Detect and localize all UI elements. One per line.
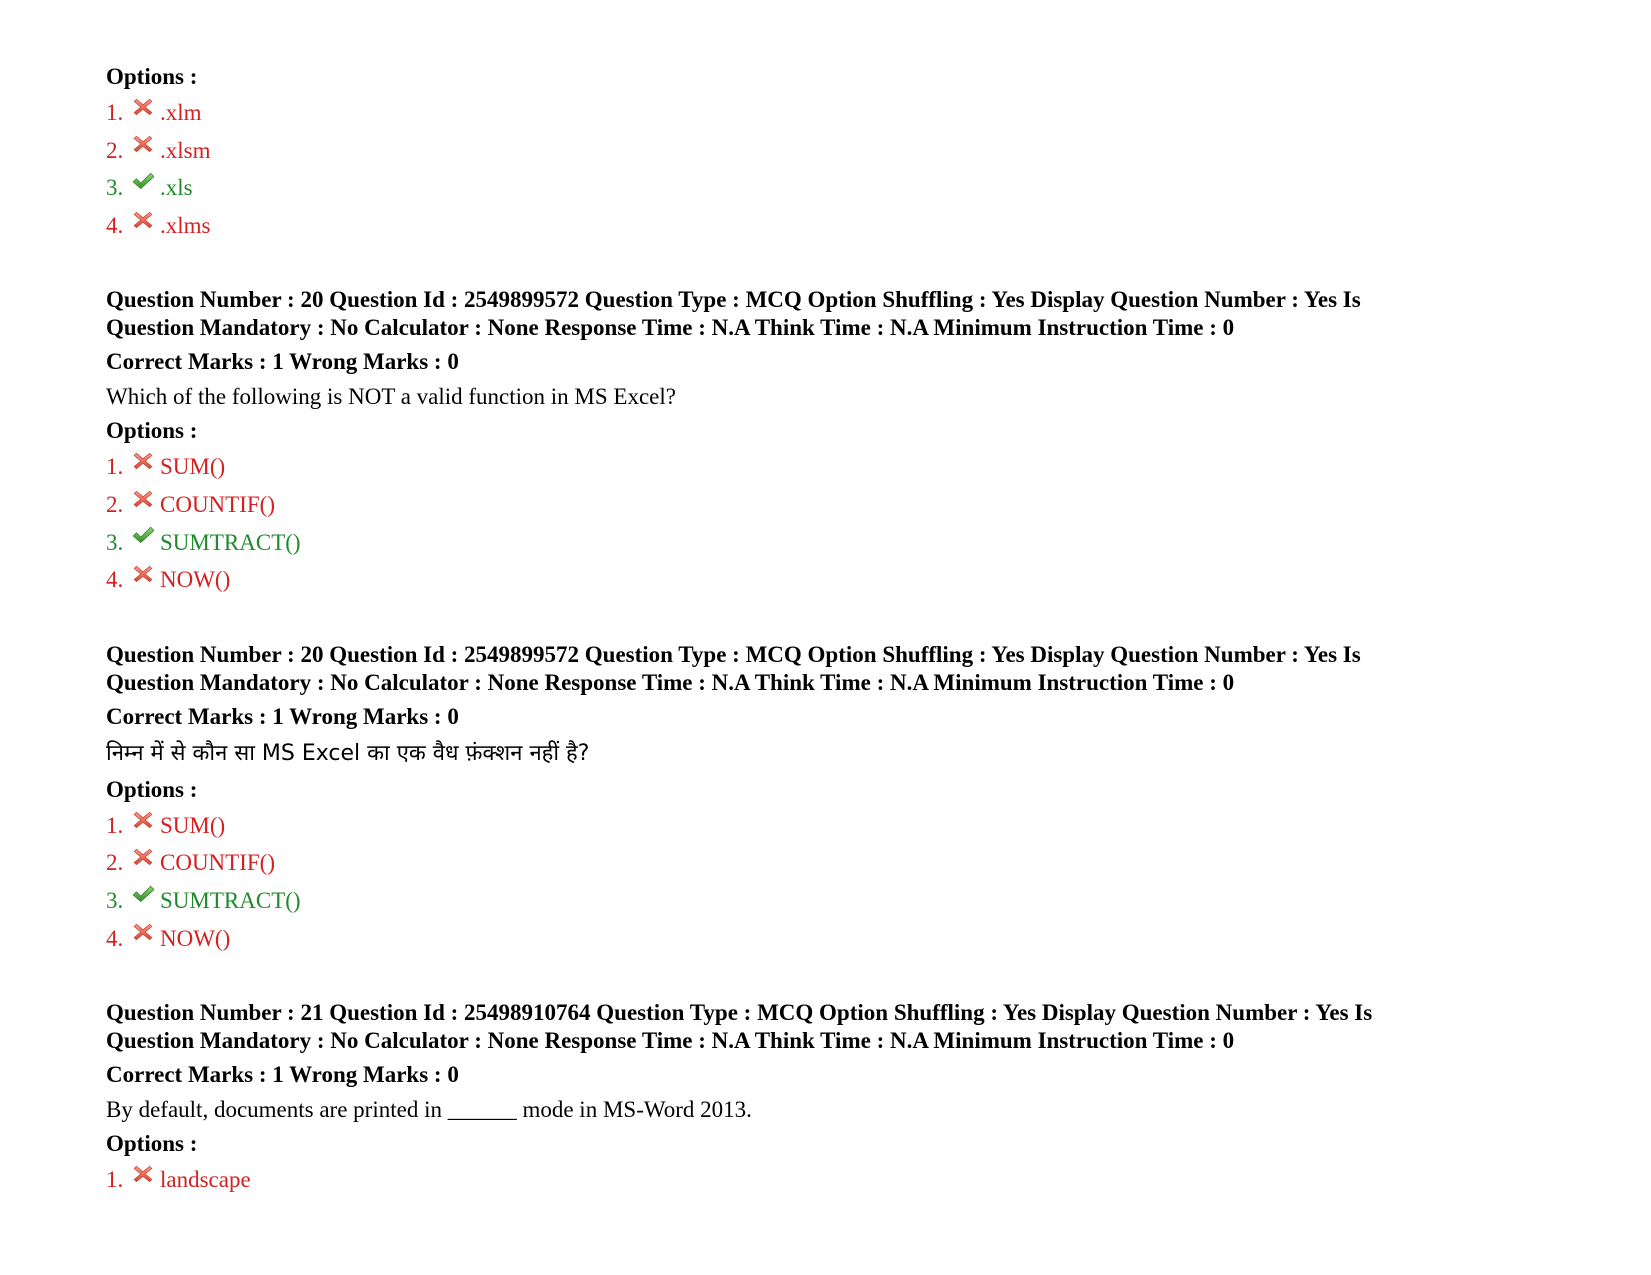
marks-line: Correct Marks : 1 Wrong Marks : 0 <box>106 703 459 729</box>
option-text: SUMTRACT() <box>160 529 301 555</box>
cross-icon <box>132 846 162 872</box>
option-item <box>106 1161 1606 1199</box>
question-block-20-english <box>106 286 1606 598</box>
question-meta-line: Question Number : 20 Question Id : 2549899572 Question Type : MCQ Option Shuffling : Yes Display Question Number : Yes Is <box>106 641 1361 667</box>
options-label: Options : <box>106 776 198 802</box>
check-icon <box>132 171 162 197</box>
check-icon <box>132 884 162 910</box>
option-item <box>106 844 1606 882</box>
option-text: landscape <box>160 1167 251 1193</box>
question-meta-line: Question Mandatory : No Calculator : None Response Time : N.A Think Time : N.A Minimum Instruction Time : 0 <box>106 315 1235 341</box>
option-number: 2. <box>106 850 124 876</box>
option-text: COUNTIF() <box>160 491 275 517</box>
option-item <box>106 448 1606 486</box>
option-text: SUM() <box>160 454 226 480</box>
option-item <box>106 561 1606 599</box>
option-text: .xlsm <box>160 137 211 163</box>
option-number: 4. <box>106 925 124 951</box>
option-item <box>106 920 1606 958</box>
option-number: 1. <box>106 812 124 838</box>
question-meta <box>106 286 1566 342</box>
option-item <box>106 807 1606 845</box>
option-item <box>106 169 1606 207</box>
question-text: By default, documents are printed in ______ mode in MS-Word 2013. <box>106 1097 752 1123</box>
option-item <box>106 207 1606 245</box>
options-list <box>106 807 1606 957</box>
option-item <box>106 486 1606 524</box>
options-label: Options : <box>106 1131 198 1157</box>
question-meta-line: Question Mandatory : No Calculator : None Response Time : N.A Think Time : N.A Minimum Instruction Time : 0 <box>106 1028 1235 1054</box>
options-list <box>106 1161 1606 1199</box>
option-number: 3. <box>106 887 124 913</box>
options-label: Options : <box>106 64 198 89</box>
option-item <box>106 132 1606 170</box>
question-paper <box>106 60 1606 1199</box>
cross-icon <box>132 209 162 235</box>
question-meta-line: Question Number : 20 Question Id : 2549899572 Question Type : MCQ Option Shuffling : Yes Display Question Number : Yes Is <box>106 287 1361 313</box>
question-text: निम्न में से कौन सा MS Excel का एक वैध फ़ंक्शन नहीं है? <box>106 740 590 766</box>
check-icon <box>132 525 162 551</box>
cross-icon <box>132 450 162 476</box>
option-text: NOW() <box>160 567 231 593</box>
option-number: 4. <box>106 212 124 238</box>
option-number: 3. <box>106 529 124 555</box>
question-block-21 <box>106 999 1606 1199</box>
option-text: SUM() <box>160 812 226 838</box>
question-meta <box>106 641 1566 697</box>
question-text: Which of the following is NOT a valid function in MS Excel? <box>106 384 676 410</box>
cross-icon <box>132 133 162 159</box>
option-number: 1. <box>106 1167 124 1193</box>
marks-line: Correct Marks : 1 Wrong Marks : 0 <box>106 349 459 375</box>
option-item <box>106 94 1606 132</box>
options-list <box>106 448 1606 598</box>
option-item <box>106 882 1606 920</box>
option-text: .xlms <box>160 212 211 238</box>
cross-icon <box>132 488 162 514</box>
option-number: 1. <box>106 454 124 480</box>
question-block-20-hindi <box>106 641 1606 957</box>
cross-icon <box>132 921 162 947</box>
marks-line: Correct Marks : 1 Wrong Marks : 0 <box>106 1062 459 1088</box>
cross-icon <box>132 1163 162 1189</box>
options-list <box>106 94 1606 244</box>
option-number: 2. <box>106 491 124 517</box>
option-text: .xls <box>160 175 193 201</box>
question-meta-line: Question Mandatory : No Calculator : None Response Time : N.A Think Time : N.A Minimum Instruction Time : 0 <box>106 669 1235 695</box>
option-number: 4. <box>106 567 124 593</box>
cross-icon <box>132 809 162 835</box>
question-meta-line: Question Number : 21 Question Id : 25498910764 Question Type : MCQ Option Shuffling : Yes Display Question Number : Yes Is <box>106 1000 1373 1026</box>
option-text: COUNTIF() <box>160 850 275 876</box>
option-text: NOW() <box>160 925 231 951</box>
options-label: Options : <box>106 418 198 444</box>
question-block-continued <box>106 60 1606 244</box>
option-text: .xlm <box>160 100 202 125</box>
option-number: 1. <box>106 100 124 125</box>
cross-icon <box>132 563 162 589</box>
option-text: SUMTRACT() <box>160 887 301 913</box>
cross-icon <box>132 96 162 122</box>
option-item <box>106 524 1606 562</box>
option-number: 3. <box>106 175 124 201</box>
option-number: 2. <box>106 137 124 163</box>
question-meta <box>106 999 1566 1055</box>
